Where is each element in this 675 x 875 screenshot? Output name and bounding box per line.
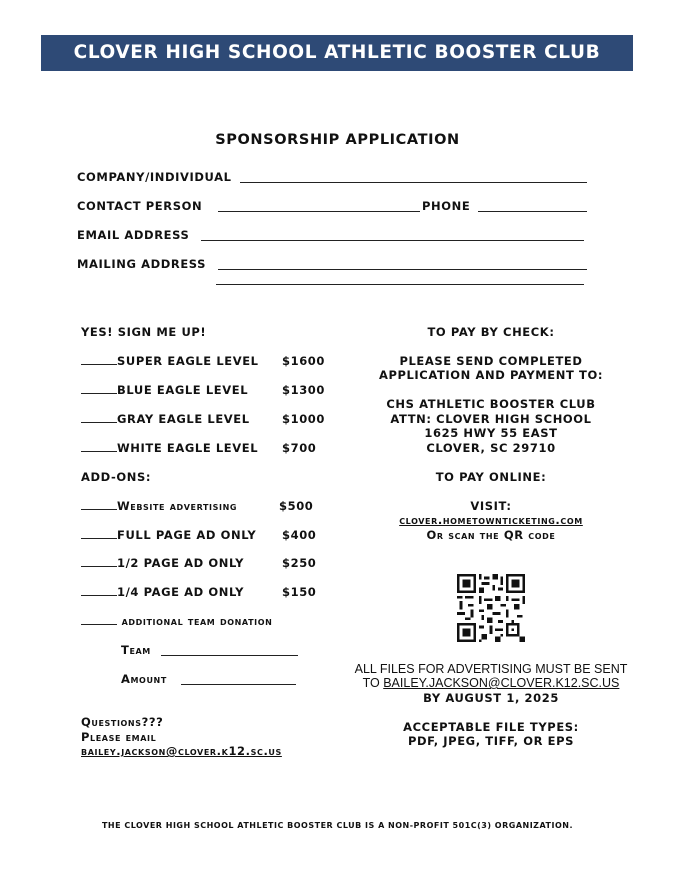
level-item[interactable] (81, 383, 248, 397)
address-line3: 1625 HWY 55 EAST (424, 426, 558, 440)
level-item[interactable] (81, 412, 250, 426)
addon-checkbox[interactable] (81, 556, 117, 567)
team-label: Team (121, 643, 151, 657)
scan-qr-text: Or scan the QR code (426, 528, 556, 542)
level-label: BLUE EAGLE LEVEL (117, 383, 249, 397)
company-label: COMPANY/INDIVIDUAL (77, 170, 232, 184)
donation-item[interactable] (81, 614, 272, 628)
files-to: TO (362, 676, 384, 690)
addon-label: 1/4 PAGE AD ONLY (117, 585, 245, 599)
level-checkbox[interactable] (81, 354, 117, 365)
addon-price: $150 (282, 585, 317, 599)
questions-line1: Questions??? (81, 715, 164, 729)
addons-heading: ADD-ONS: (81, 470, 152, 484)
email-field[interactable] (201, 240, 584, 241)
header-banner (41, 35, 633, 71)
addon-item[interactable] (81, 528, 256, 542)
qr-code-image[interactable] (457, 574, 525, 642)
addon-checkbox[interactable] (81, 499, 117, 510)
level-price: $700 (282, 441, 317, 455)
phone-label: PHONE (422, 199, 471, 213)
addon-item[interactable] (81, 556, 244, 570)
file-types-heading: ACCEPTABLE FILE TYPES: (403, 720, 579, 734)
level-price: $1000 (282, 412, 326, 426)
addon-price: $400 (282, 528, 317, 542)
level-label: WHITE EAGLE LEVEL (117, 441, 259, 455)
level-checkbox[interactable] (81, 441, 117, 452)
files-line2 (340, 676, 642, 690)
footer-text: THE CLOVER HIGH SCHOOL ATHLETIC BOOSTER CLUB IS A NON-PROFIT 501C(3) ORGANIZATION. (101, 821, 574, 830)
team-field[interactable] (161, 655, 298, 656)
amount-field[interactable] (181, 684, 296, 685)
address-line4: CLOVER, SC 29710 (426, 441, 556, 455)
level-item[interactable] (81, 441, 258, 455)
level-checkbox[interactable] (81, 412, 117, 423)
pay-check-line2: APPLICATION AND PAYMENT TO: (378, 368, 604, 382)
header-title: CLOVER HIGH SCHOOL ATHLETIC BOOSTER CLUB (73, 42, 601, 63)
donation-label: additional team donation (121, 614, 273, 628)
addon-item[interactable] (81, 585, 244, 599)
contact-label: CONTACT PERSON (77, 199, 203, 213)
phone-field[interactable] (478, 211, 587, 212)
visit-label: VISIT: (470, 499, 512, 513)
addon-item[interactable] (81, 499, 237, 513)
contact-field[interactable] (218, 211, 420, 212)
address-line2: ATTN: CLOVER HIGH SCHOOL (390, 412, 592, 426)
questions-line2: Please email (81, 730, 157, 744)
address-line1: CHS ATHLETIC BOOSTER CLUB (386, 397, 596, 411)
questions-email-link[interactable]: bailey.jackson@clover.k12.sc.us (81, 744, 282, 758)
level-price: $1600 (282, 354, 326, 368)
levels-heading: YES! SIGN ME UP! (81, 325, 207, 339)
level-checkbox[interactable] (81, 383, 117, 394)
files-deadline: BY AUGUST 1, 2025 (423, 691, 559, 705)
level-label: GRAY EAGLE LEVEL (117, 412, 250, 426)
files-line1: ALL FILES FOR ADVERTISING MUST BE SENT (354, 662, 628, 676)
amount-label: Amount (121, 672, 167, 686)
ticketing-link[interactable]: clover.hometownticketing.com (399, 513, 583, 527)
addon-checkbox[interactable] (81, 528, 117, 539)
addon-price: $500 (279, 499, 314, 513)
addon-checkbox[interactable] (81, 585, 117, 596)
email-label: EMAIL ADDRESS (77, 228, 190, 242)
addon-label: 1/2 PAGE AD ONLY (117, 556, 245, 570)
addon-label: Website advertising (117, 499, 238, 513)
level-price: $1300 (282, 383, 326, 397)
file-types-list: PDF, JPEG, TIFF, OR EPS (407, 734, 575, 748)
level-label: SUPER EAGLE LEVEL (117, 354, 259, 368)
mailing-field-line2[interactable] (216, 284, 584, 285)
addon-label: FULL PAGE AD ONLY (117, 528, 257, 542)
pay-check-line1: PLEASE SEND COMPLETED (399, 354, 583, 368)
addon-price: $250 (282, 556, 317, 570)
level-item[interactable] (81, 354, 259, 368)
company-field[interactable] (240, 182, 587, 183)
donation-checkbox[interactable] (81, 614, 117, 625)
form-title: SPONSORSHIP APPLICATION (215, 132, 460, 148)
pay-check-heading: TO PAY BY CHECK: (427, 325, 555, 339)
pay-online-heading: TO PAY ONLINE: (435, 470, 547, 484)
mailing-field-line1[interactable] (218, 269, 587, 270)
files-email-link[interactable]: BAILEY.JACKSON@CLOVER.K12.SC.US (383, 676, 620, 690)
mailing-label: MAILING ADDRESS (77, 257, 207, 271)
